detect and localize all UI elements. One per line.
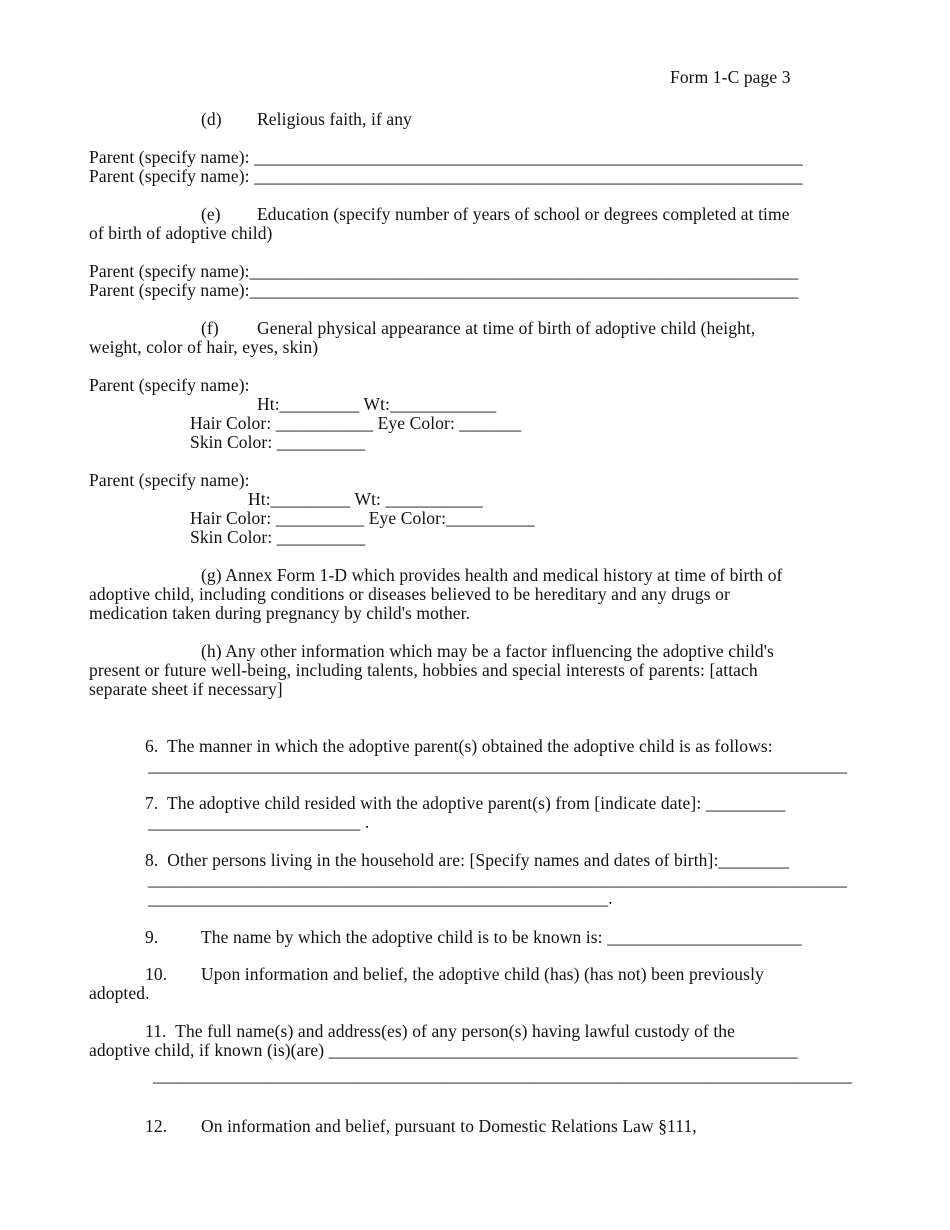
item-g-line2: adoptive child, including conditions or diseases believed to be hereditary and any drugs or <box>89 584 730 604</box>
item-f-parent-a-hair-eye-field[interactable]: Hair Color: ___________ Eye Color: _______ <box>190 413 522 433</box>
item-8-answer-field-1[interactable]: _______________________________________________________________________________ <box>148 869 848 889</box>
item-e-parent-2-field[interactable]: Parent (specify name):______________________________________________________________ <box>89 280 799 300</box>
item-f-heading-line1: General physical appearance at time of birth of adoptive child (height, <box>257 318 756 338</box>
item-10-line1: Upon information and belief, the adoptive child (has) (has not) been previously <box>201 964 764 984</box>
item-12-number: 12. <box>145 1116 168 1136</box>
page-header: Form 1-C page 3 <box>670 67 791 87</box>
item-f-parent-a-name: Parent (specify name): <box>89 375 250 395</box>
item-e-heading-line2: of birth of adoptive child) <box>89 223 273 243</box>
item-f-parent-b-name: Parent (specify name): <box>89 470 250 490</box>
item-d-heading: Religious faith, if any <box>257 109 412 129</box>
item-12-text: On information and belief, pursuant to Domestic Relations Law §111, <box>201 1116 697 1136</box>
item-9-text-field[interactable]: The name by which the adoptive child is to be known is: ______________________ <box>201 927 802 947</box>
item-7-line1[interactable]: 7. The adoptive child resided with the adoptive parent(s) from [indicate date]: _________ <box>145 793 786 813</box>
item-h-line2: present or future well-being, including talents, hobbies and special interests of parents: [attach <box>89 660 758 680</box>
item-d-label: (d) <box>201 109 222 129</box>
item-d-parent-1-field[interactable]: Parent (specify name): ______________________________________________________________ <box>89 147 803 167</box>
item-f-parent-b-hair-eye-field[interactable]: Hair Color: __________ Eye Color:__________ <box>190 508 535 528</box>
item-f-parent-a-height-weight-field[interactable]: Ht:_________ Wt:____________ <box>257 394 497 414</box>
item-11-answer-field[interactable]: _______________________________________________________________________________ <box>153 1065 853 1085</box>
item-8-line1[interactable]: 8. Other persons living in the household are: [Specify names and dates of birth]:________ <box>145 850 790 870</box>
item-9-number: 9. <box>145 927 159 947</box>
item-6-line1: 6. The manner in which the adoptive parent(s) obtained the adoptive child is as follows: <box>145 736 773 756</box>
item-11-line2-field[interactable]: adoptive child, if known (is)(are) _____________________________________________________ <box>89 1040 798 1060</box>
item-10-number: 10. <box>145 964 168 984</box>
item-g-line3: medication taken during pregnancy by child's mother. <box>89 603 471 623</box>
item-f-parent-b-height-weight-field[interactable]: Ht:_________ Wt: ___________ <box>248 489 483 509</box>
item-7-answer-field[interactable]: ________________________ . <box>148 812 370 832</box>
item-f-label: (f) <box>201 318 219 338</box>
item-e-parent-1-field[interactable]: Parent (specify name):______________________________________________________________ <box>89 261 799 281</box>
item-10-line2: adopted. <box>89 983 150 1003</box>
item-6-answer-field[interactable]: _______________________________________________________________________________ <box>148 755 848 775</box>
item-f-parent-a-skin-field[interactable]: Skin Color: __________ <box>190 432 366 452</box>
item-h-line3: separate sheet if necessary] <box>89 679 283 699</box>
item-f-heading-line2: weight, color of hair, eyes, skin) <box>89 337 319 357</box>
item-h-line1: (h) Any other information which may be a factor influencing the adoptive child's <box>201 641 774 661</box>
item-8-answer-field-2[interactable]: ____________________________________________________. <box>148 888 613 908</box>
item-e-label: (e) <box>201 204 221 224</box>
item-d-parent-2-field[interactable]: Parent (specify name): ______________________________________________________________ <box>89 166 803 186</box>
item-e-heading-line1: Education (specify number of years of school or degrees completed at time <box>257 204 790 224</box>
item-f-parent-b-skin-field[interactable]: Skin Color: __________ <box>190 527 366 547</box>
item-11-line1: 11. The full name(s) and address(es) of any person(s) having lawful custody of the <box>145 1021 736 1041</box>
item-g-line1: (g) Annex Form 1-D which provides health and medical history at time of birth of <box>201 565 783 585</box>
